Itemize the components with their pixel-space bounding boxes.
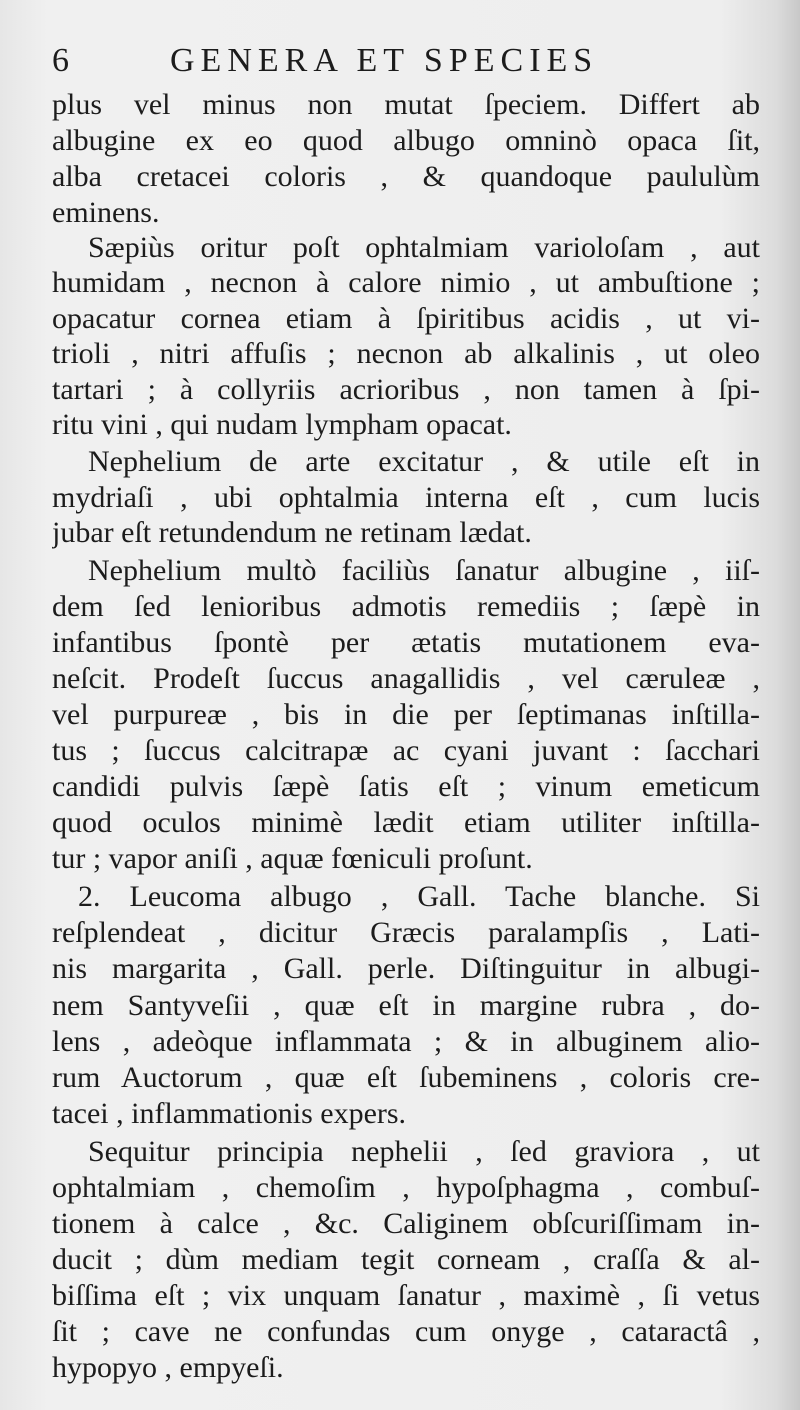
text-line: dem ſed lenioribus admotis remediis ; ſæpè in xyxy=(52,590,760,623)
text-line: mydriaſi , ubi ophtalmia interna eſt , cum lucis xyxy=(52,481,760,514)
text-line: ducit ; dùm mediam tegit corneam , craſſa & al- xyxy=(52,1243,760,1276)
text-line: tacei , inflammationis expers. xyxy=(52,1097,407,1130)
text-line: rum Auctorum , quæ eſt ſubeminens , coloris cre- xyxy=(52,1061,760,1094)
text-line: eminens. xyxy=(52,196,160,229)
text-line: ophtalmiam , chemoſim , hypoſphagma , combuſ- xyxy=(52,1171,760,1204)
text-line: ſit ; cave ne confundas cum onyge , cataractâ , xyxy=(52,1315,760,1348)
text-line: jubar eſt retundendum ne retinam lædat. xyxy=(52,516,532,549)
text-line: alba cretacei coloris , & quandoque paululùm xyxy=(52,160,760,193)
page-number: 6 xyxy=(52,42,71,79)
text-line: Nephelium multò faciliùs ſanatur albugine , iiſ- xyxy=(88,554,760,587)
text-line: Nephelium de arte excitatur , & utile eſt in xyxy=(88,445,760,478)
text-line: vel purpureæ , bis in die per ſeptimanas inſtilla- xyxy=(52,698,760,731)
text-line: lens , adeòque inflammata ; & in albuginem alio- xyxy=(52,1025,760,1058)
text-line: humidam , necnon à calore nimio , ut ambuſtione ; xyxy=(52,266,760,299)
page-header xyxy=(52,36,652,86)
running-title: GENERA ET SPECIES xyxy=(170,42,599,79)
text-line: hypopyo , empyeſi. xyxy=(52,1351,284,1384)
text-line: nis margarita , Gall. perle. Diſtinguitur in albugi- xyxy=(52,952,760,985)
text-line: candidi pulvis ſæpè ſatis eſt ; vinum emeticum xyxy=(52,770,760,803)
text-line: reſplendeat , dicitur Græcis paralampſis , Lati- xyxy=(52,916,760,949)
text-line: 2. Leucoma albugo , Gall. Tache blanche. Si xyxy=(78,880,760,913)
text-line: neſcit. Prodeſt ſuccus anagallidis , vel cæruleæ , xyxy=(52,662,760,695)
text-line: quod oculos minimè lædit etiam utiliter inſtilla- xyxy=(52,806,760,839)
text-line: plus vel minus non mutat ſpeciem. Differt ab xyxy=(52,88,760,121)
text-line: trioli , nitri affuſis ; necnon ab alkalinis , ut oleo xyxy=(52,337,760,370)
text-line: ritu vini , qui nudam lympham opacat. xyxy=(52,408,512,441)
text-line: Sequitur principia nephelii , ſed graviora , ut xyxy=(88,1135,760,1168)
text-line: infantibus ſpontè per ætatis mutationem eva- xyxy=(52,626,760,659)
text-line: tus ; ſuccus calcitrapæ ac cyani juvant : ſacchari xyxy=(52,734,760,767)
text-line: nem Santyveſii , quæ eſt in margine rubra , do- xyxy=(52,989,760,1022)
text-line: Sæpiùs oritur poſt ophtalmiam varioloſam , aut xyxy=(88,231,760,264)
text-line: tionem à calce , &c. Caliginem obſcuriſſimam in- xyxy=(52,1207,760,1240)
text-line: tartari ; à collyriis acrioribus , non tamen à ſpi- xyxy=(52,373,760,406)
text-line: albugine ex eo quod albugo omninò opaca ſit, xyxy=(52,124,760,157)
text-line: tur ; vapor aniſi , aquæ fœniculi proſunt. xyxy=(52,842,533,875)
text-line: opacatur cornea etiam à ſpiritibus acidis , ut vi- xyxy=(52,302,760,335)
text-line: biſſima eſt ; vix unquam ſanatur , maximè , ſi vetus xyxy=(52,1279,760,1312)
